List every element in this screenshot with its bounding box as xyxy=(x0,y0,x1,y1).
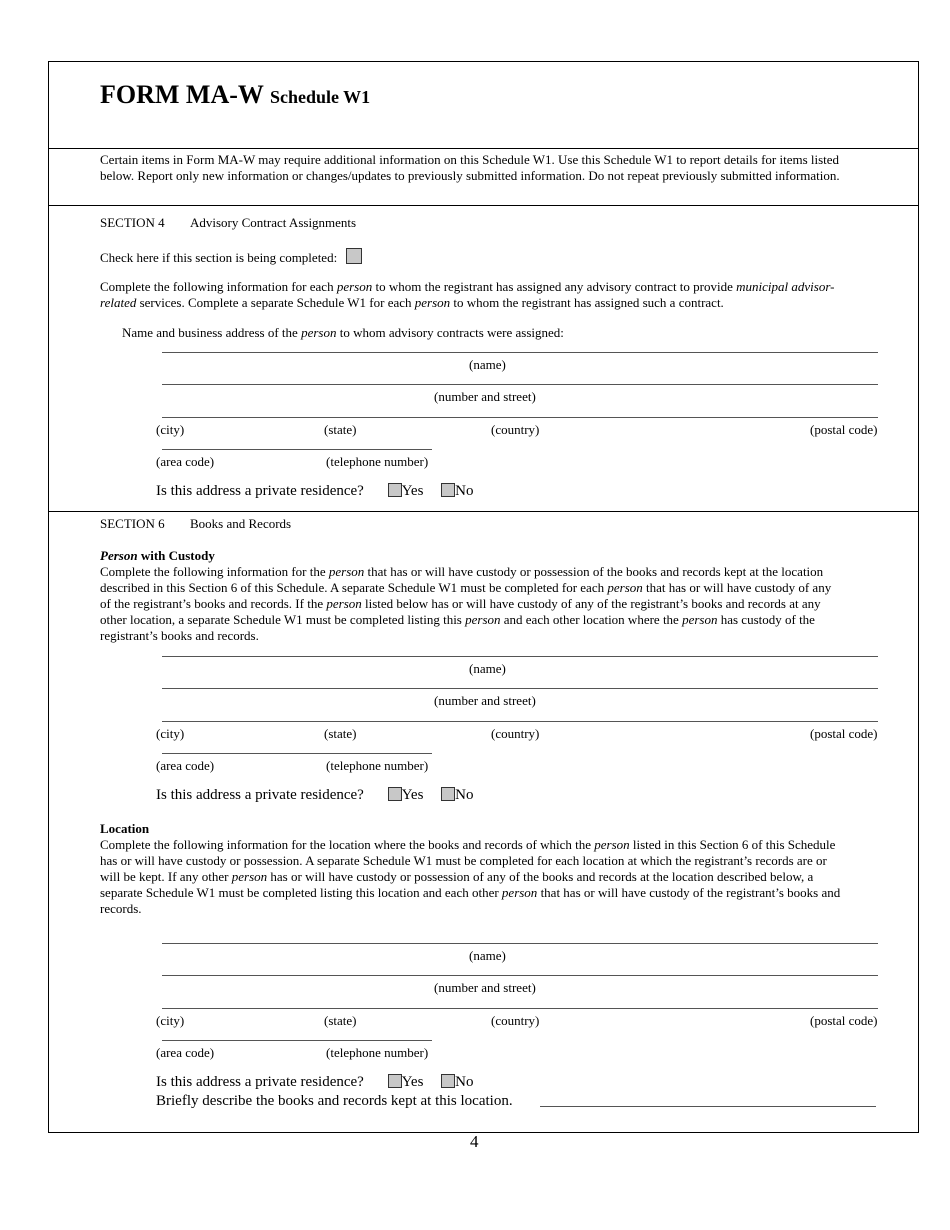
custody-yes-label: Yes xyxy=(401,787,424,803)
custody-country-label: (country) xyxy=(491,726,540,741)
location-heading: Location xyxy=(100,821,150,836)
location-name-field[interactable] xyxy=(162,943,878,944)
custody-no-checkbox[interactable] xyxy=(441,787,455,801)
custody-street-field[interactable] xyxy=(162,688,878,689)
location-private-residence-row xyxy=(156,1074,474,1091)
s4-private-residence-row xyxy=(156,483,474,500)
location-street-label: (number and street) xyxy=(434,980,536,995)
location-phone-field[interactable] xyxy=(162,1040,432,1041)
location-street-field[interactable] xyxy=(162,975,878,976)
location-no-label: No xyxy=(455,1074,474,1090)
section4-title: Advisory Contract Assignments xyxy=(190,215,357,230)
section4-checkbox[interactable] xyxy=(346,248,362,264)
s4-street-field[interactable] xyxy=(162,384,878,385)
s4-phone-field[interactable] xyxy=(162,449,432,450)
s4-no-checkbox[interactable] xyxy=(441,483,455,497)
custody-instructions: Complete the following information for the person that has or will have custody or possession of the books and records kept at the location described in this Section 6 of this Schedule. A separate Schedule W1 must be completed for each person that has or will have custody of any of the registrant’s books and records. If the person listed below has or will have custody of any of the registrant’s books and records at any other location, a separate Schedule W1 must be completed listing this person and each other location where the person has custody of the registrant’s books and records. xyxy=(100,564,832,643)
custody-postal-label: (postal code) xyxy=(810,726,878,741)
custody-no-label: No xyxy=(455,787,474,803)
location-city-label: (city) xyxy=(156,1013,185,1028)
location-private-question: Is this address a private residence? xyxy=(156,1074,364,1090)
divider xyxy=(48,205,919,206)
section4-check-label: Check here if this section is being completed: xyxy=(100,250,338,265)
custody-area-code-label: (area code) xyxy=(156,758,215,773)
s4-no-label: No xyxy=(455,483,474,499)
location-state-label: (state) xyxy=(324,1013,357,1028)
custody-city-label: (city) xyxy=(156,726,185,741)
location-telephone-label: (telephone number) xyxy=(326,1045,429,1060)
section4-address-prompt: Name and business address of the person to whom advisory contracts were assigned: xyxy=(122,325,564,340)
intro-text: Certain items in Form MA-W may require additional information on this Schedule W1. Use this Schedule W1 to report details for items listed below. Report only new information or changes/updates to previously submitted information. Do not repeat previously submitted information. xyxy=(100,152,840,183)
section4-check-row xyxy=(100,248,362,266)
divider xyxy=(48,511,919,512)
custody-phone-field[interactable] xyxy=(162,753,432,754)
section6-number: SECTION 6 xyxy=(100,516,165,531)
custody-name-field[interactable] xyxy=(162,656,878,657)
s4-name-label: (name) xyxy=(469,357,506,372)
describe-label: Briefly describe the books and records kept at this location. xyxy=(156,1093,513,1109)
custody-telephone-label: (telephone number) xyxy=(326,758,429,773)
custody-private-question: Is this address a private residence? xyxy=(156,787,364,803)
s4-postal-label: (postal code) xyxy=(810,422,878,437)
custody-name-label: (name) xyxy=(469,661,506,676)
describe-field[interactable] xyxy=(540,1106,876,1107)
custody-heading: Person with Custody xyxy=(100,548,215,563)
location-instructions: Complete the following information for the location where the books and records of which the person listed in this Section 6 of this Schedule has or will have custody or possession. A separate Schedule W1 must be completed for each location at which the registrant’s records are or will be kept. If any other person has or will have custody or possession of any of the books and records at the location described below, a separate Schedule W1 must be completed listing this location and each other person that has or will have custody of the registrant’s books and records. xyxy=(100,837,841,916)
location-yes-label: Yes xyxy=(401,1074,424,1090)
section4-number: SECTION 4 xyxy=(100,215,165,230)
s4-name-field[interactable] xyxy=(162,352,878,353)
s4-area-code-label: (area code) xyxy=(156,454,215,469)
location-postal-label: (postal code) xyxy=(810,1013,878,1028)
custody-private-residence-row xyxy=(156,787,474,804)
section4-instructions: Complete the following information for each person to whom the registrant has assigned any advisory contract to provide municipal advisor-related services. Complete a separate Schedule W1 for each person to whom the registrant has assigned such a contract. xyxy=(100,279,835,310)
custody-yes-checkbox[interactable] xyxy=(388,787,402,801)
location-area-code-label: (area code) xyxy=(156,1045,215,1060)
page-number: 4 xyxy=(470,1132,479,1151)
s4-city-state-country-field[interactable] xyxy=(162,417,878,418)
custody-city-state-country-field[interactable] xyxy=(162,721,878,722)
location-city-state-country-field[interactable] xyxy=(162,1008,878,1009)
custody-street-label: (number and street) xyxy=(434,693,536,708)
s4-street-label: (number and street) xyxy=(434,389,536,404)
location-yes-checkbox[interactable] xyxy=(388,1074,402,1088)
s4-telephone-label: (telephone number) xyxy=(326,454,429,469)
s4-private-question: Is this address a private residence? xyxy=(156,483,364,499)
location-name-label: (name) xyxy=(469,948,506,963)
form-title: FORM MA-W Schedule W1 xyxy=(100,80,371,109)
s4-country-label: (country) xyxy=(491,422,540,437)
s4-state-label: (state) xyxy=(324,422,357,437)
divider xyxy=(48,148,919,149)
s4-yes-label: Yes xyxy=(401,483,424,499)
section6-title: Books and Records xyxy=(190,516,292,531)
custody-state-label: (state) xyxy=(324,726,357,741)
location-country-label: (country) xyxy=(491,1013,540,1028)
s4-city-label: (city) xyxy=(156,422,185,437)
s4-yes-checkbox[interactable] xyxy=(388,483,402,497)
location-no-checkbox[interactable] xyxy=(441,1074,455,1088)
